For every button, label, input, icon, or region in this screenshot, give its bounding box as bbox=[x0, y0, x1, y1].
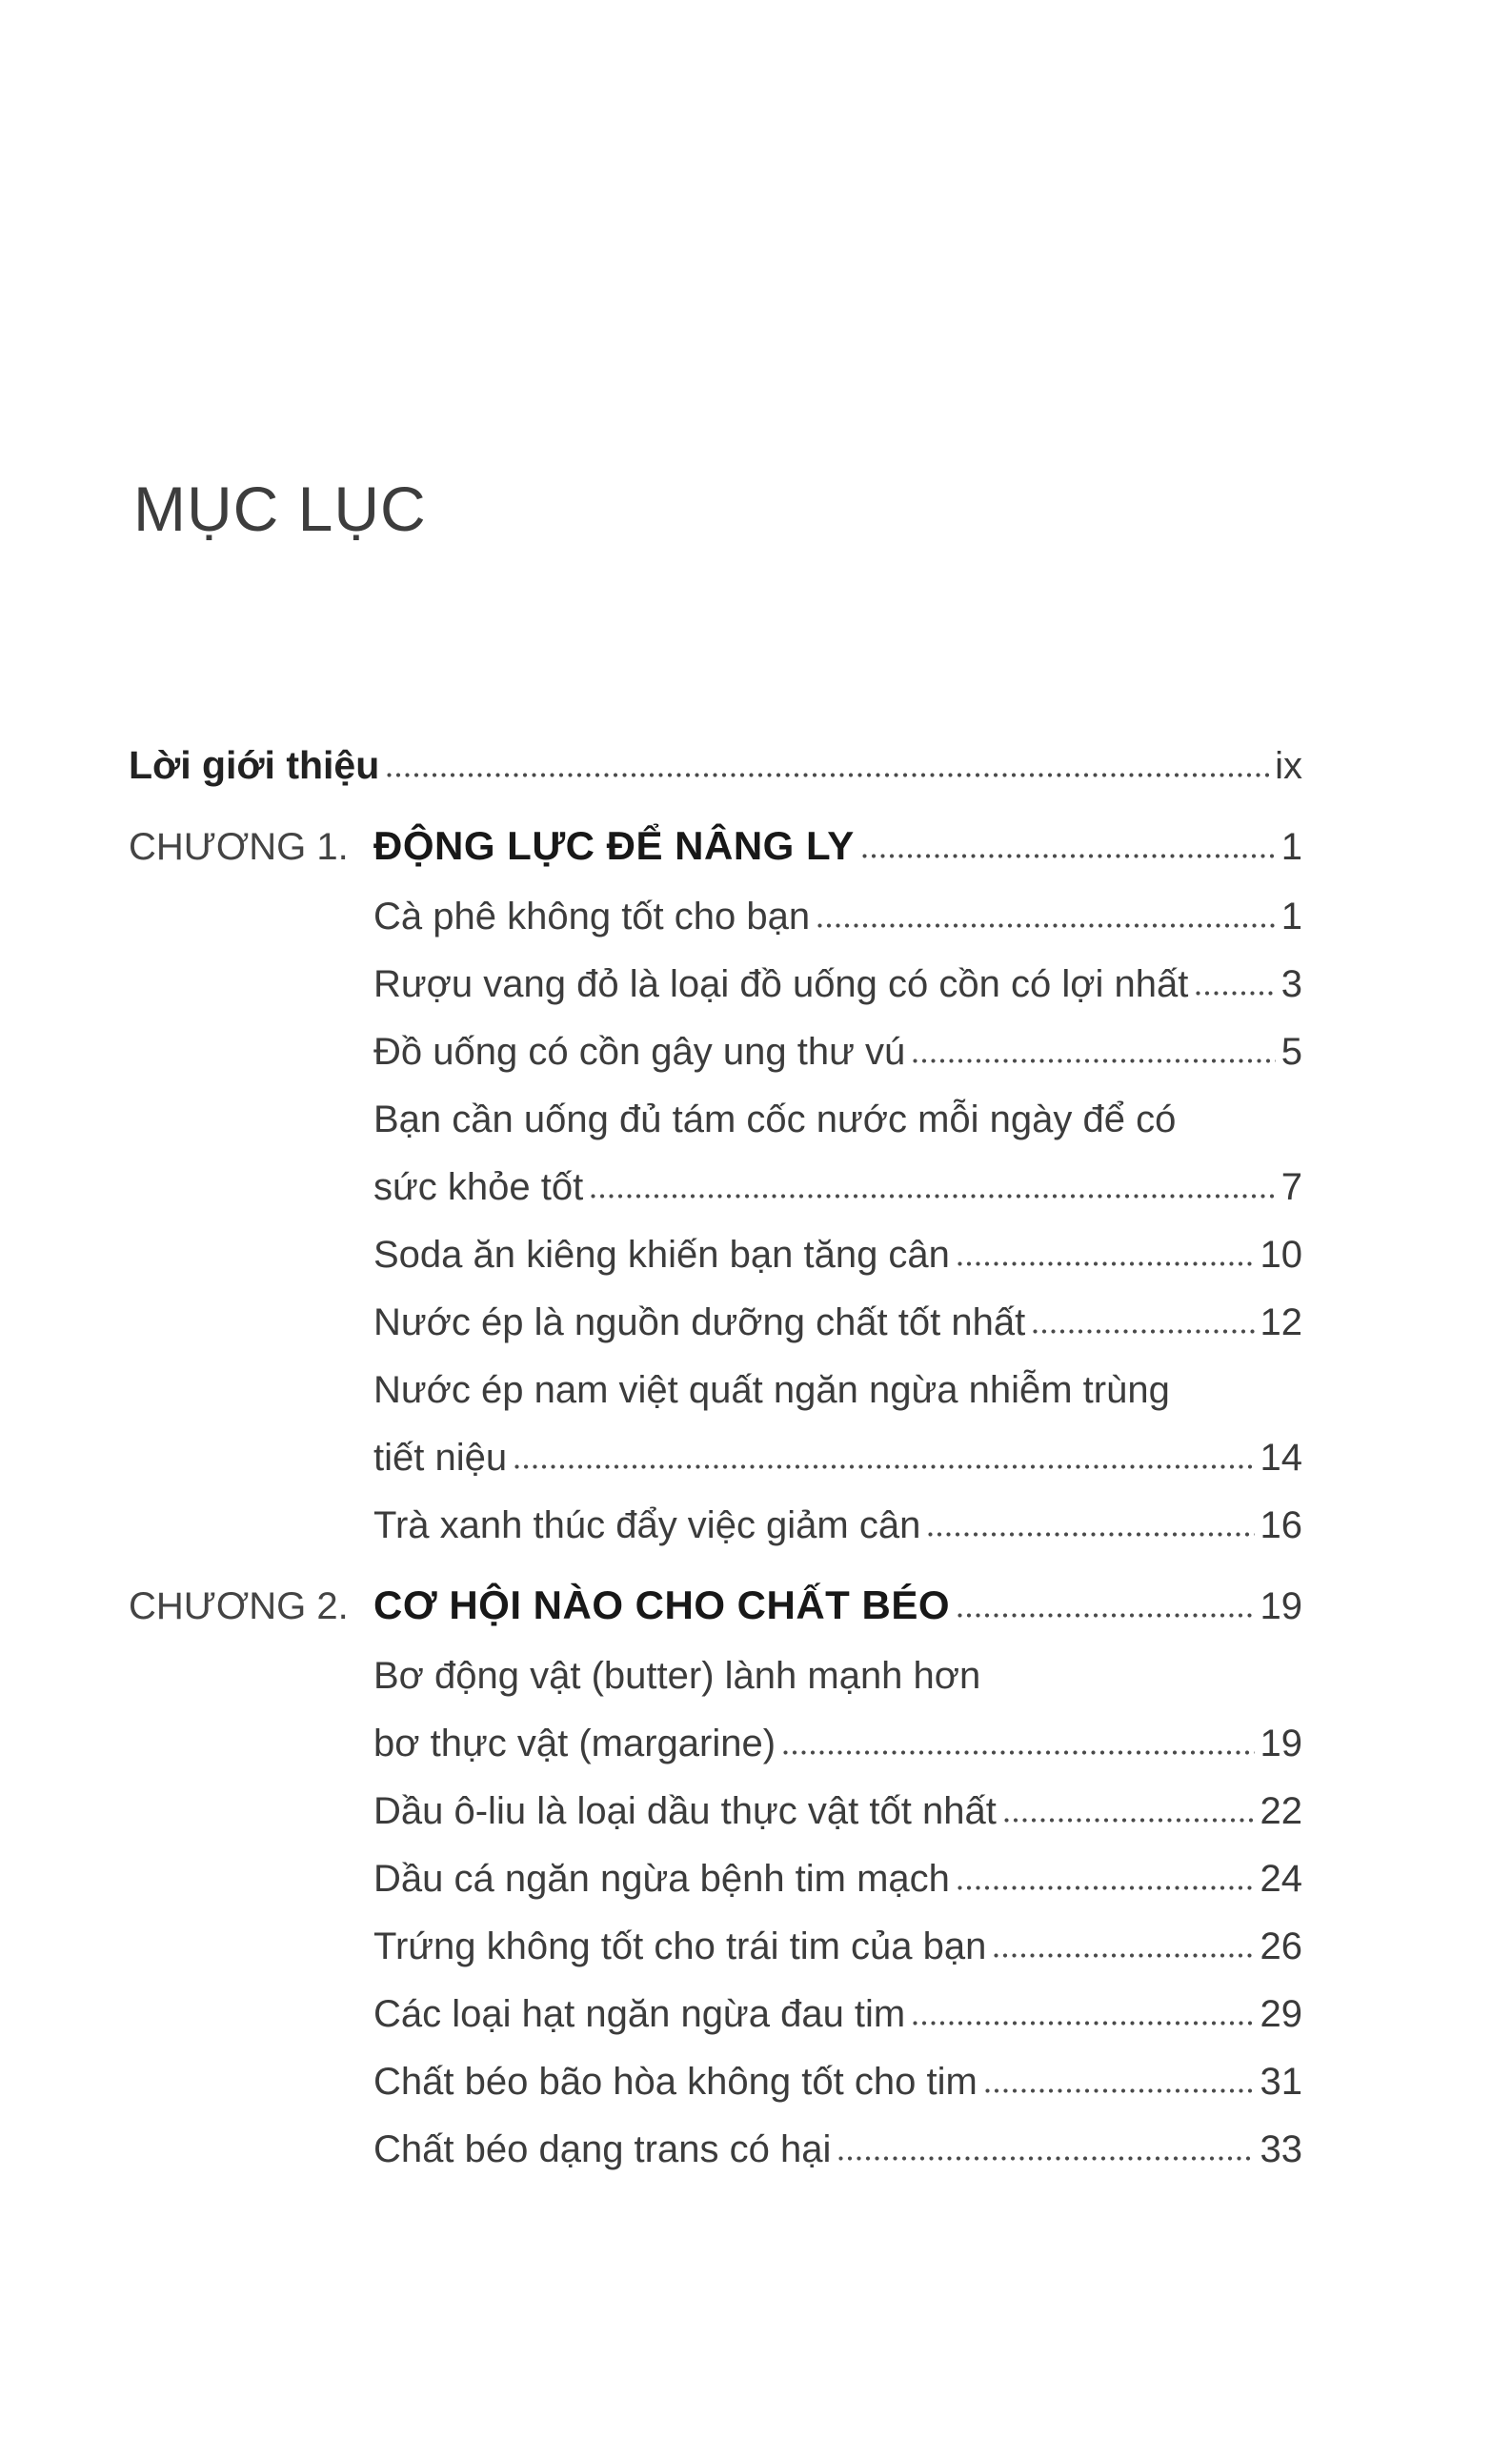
toc-row bbox=[129, 938, 1302, 1006]
toc-row bbox=[129, 1833, 1302, 1901]
dot-leader bbox=[1196, 991, 1275, 996]
entry-text: Bạn cần uống đủ tám cốc nước mỗi ngày để có bbox=[373, 1099, 1177, 1140]
entry-text: sức khỏe tốt bbox=[373, 1166, 584, 1208]
toc-row bbox=[129, 1412, 1302, 1480]
page-number: 1 bbox=[1280, 826, 1302, 868]
dot-leader bbox=[994, 1953, 1254, 1958]
entry-text: Bơ động vật (butter) lành mạnh hơn bbox=[373, 1655, 981, 1697]
entry-text: Nước ép nam việt quất ngăn ngừa nhiễm trùng bbox=[373, 1369, 1170, 1411]
page-number: 16 bbox=[1260, 1504, 1302, 1546]
page-number: 19 bbox=[1260, 1723, 1302, 1764]
page-number: 22 bbox=[1260, 1790, 1302, 1832]
page-number: 12 bbox=[1260, 1301, 1302, 1343]
page-title: MỤC LỤC bbox=[133, 474, 427, 544]
dot-leader bbox=[387, 773, 1269, 777]
intro-label: Lời giới thiệu bbox=[129, 743, 380, 787]
entry-text: Các loại hạt ngăn ngừa đau tim bbox=[373, 1993, 906, 2035]
dot-leader bbox=[783, 1750, 1254, 1755]
page-number: 26 bbox=[1260, 1925, 1302, 1967]
toc-row bbox=[129, 2036, 1302, 2104]
toc-row-wrap-line bbox=[129, 1074, 1302, 1141]
entry-text: bơ thực vật (margarine) bbox=[373, 1723, 776, 1764]
toc-row bbox=[129, 1006, 1302, 1074]
table-of-contents bbox=[129, 720, 1302, 2171]
toc-row-wrap-line bbox=[129, 1630, 1302, 1698]
page-number: 1 bbox=[1280, 896, 1302, 937]
page-number: 31 bbox=[1260, 2061, 1302, 2103]
dot-leader bbox=[838, 2156, 1254, 2161]
toc-row bbox=[129, 871, 1302, 938]
dot-leader bbox=[985, 2088, 1255, 2093]
toc-row-wrap-line bbox=[129, 1344, 1302, 1412]
dot-leader bbox=[913, 1058, 1275, 1063]
entry-text: Cà phê không tốt cho bạn bbox=[373, 896, 811, 937]
toc-row-chapter-2 bbox=[129, 1561, 1302, 1628]
entry-text: Rượu vang đỏ là loại đồ uống có cồn có lợi nhất bbox=[373, 963, 1189, 1005]
toc-row-chapter-1 bbox=[129, 801, 1302, 869]
dot-leader bbox=[514, 1464, 1254, 1469]
entry-text: Nước ép là nguồn dưỡng chất tốt nhất bbox=[373, 1301, 1026, 1343]
dot-leader bbox=[817, 923, 1276, 928]
entry-text: Dầu ô-liu là loại dầu thực vật tốt nhất bbox=[373, 1790, 997, 1832]
toc-row bbox=[129, 1209, 1302, 1277]
page-number: 10 bbox=[1260, 1234, 1302, 1276]
dot-leader bbox=[958, 1885, 1255, 1890]
entry-text: Trứng không tốt cho trái tim của bạn bbox=[373, 1925, 987, 1967]
page-number: 14 bbox=[1260, 1437, 1302, 1479]
entry-text: Trà xanh thúc đẩy việc giảm cân bbox=[373, 1504, 921, 1546]
page-number: 33 bbox=[1260, 2128, 1302, 2170]
toc-row bbox=[129, 1765, 1302, 1833]
dot-leader bbox=[1004, 1818, 1255, 1823]
entry-text: Chất béo bão hòa không tốt cho tim bbox=[373, 2061, 978, 2103]
entry-text: Đồ uống có cồn gây ung thư vú bbox=[373, 1031, 906, 1073]
toc-row bbox=[129, 1698, 1302, 1765]
toc-row-intro bbox=[129, 720, 1302, 788]
page-number: 19 bbox=[1260, 1585, 1302, 1627]
toc-row bbox=[129, 1480, 1302, 1547]
dot-leader bbox=[958, 1261, 1255, 1266]
toc-row bbox=[129, 1968, 1302, 2036]
toc-row bbox=[129, 1901, 1302, 1968]
page-number: ix bbox=[1275, 745, 1302, 787]
dot-leader bbox=[958, 1613, 1255, 1618]
page-number: 24 bbox=[1260, 1858, 1302, 1900]
entry-text: tiết niệu bbox=[373, 1437, 508, 1479]
chapter-label: CHƯƠNG 2. bbox=[129, 1585, 349, 1627]
page-number: 7 bbox=[1280, 1166, 1302, 1208]
entry-text: Soda ăn kiêng khiến bạn tăng cân bbox=[373, 1234, 950, 1276]
chapter-title: ĐỘNG LỰC ĐỂ NÂNG LY bbox=[373, 823, 855, 868]
toc-row bbox=[129, 1141, 1302, 1209]
page-number: 5 bbox=[1280, 1031, 1302, 1073]
page-number: 3 bbox=[1280, 963, 1302, 1005]
page-number: 29 bbox=[1260, 1993, 1302, 2035]
dot-leader bbox=[591, 1194, 1276, 1199]
entry-text: Dầu cá ngăn ngừa bệnh tim mạch bbox=[373, 1858, 950, 1900]
dot-leader bbox=[862, 854, 1276, 858]
entry-text: Chất béo dạng trans có hại bbox=[373, 2128, 832, 2170]
toc-row bbox=[129, 2104, 1302, 2171]
chapter-label: CHƯƠNG 1. bbox=[129, 826, 349, 868]
dot-leader bbox=[928, 1532, 1254, 1537]
dot-leader bbox=[1033, 1329, 1254, 1334]
dot-leader bbox=[913, 2021, 1254, 2026]
toc-row bbox=[129, 1277, 1302, 1344]
chapter-title: CƠ HỘI NÀO CHO CHẤT BÉO bbox=[373, 1582, 950, 1627]
